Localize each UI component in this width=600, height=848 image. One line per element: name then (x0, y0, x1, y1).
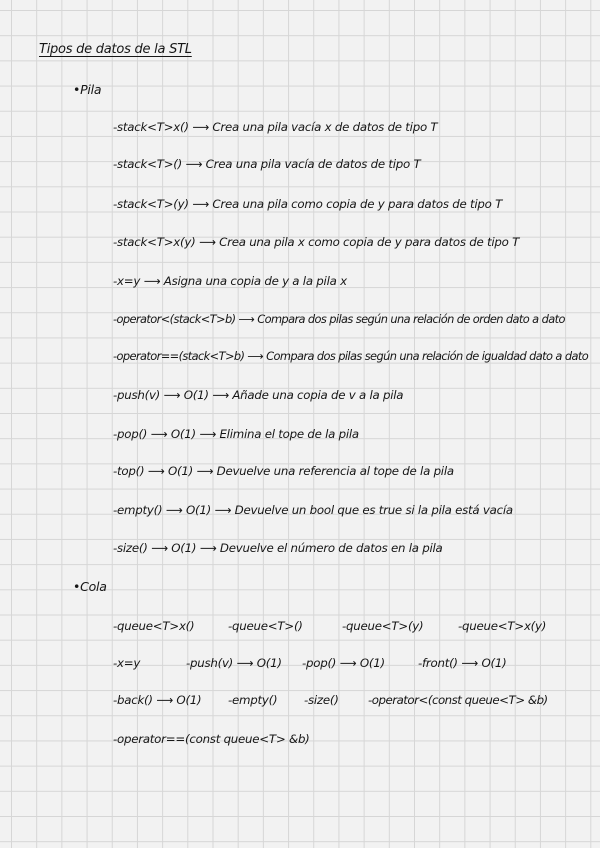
cola-item: -x=y (113, 656, 141, 670)
pila-item: -operator<(stack<T>b) ⟶ Compara dos pilas según una relación de orden dato a dato (113, 312, 565, 326)
cola-item: -empty() (228, 693, 278, 707)
pila-item: -pop() ⟶ O(1) ⟶ Elimina el tope de la pila (113, 427, 359, 441)
cola-item: -queue<T>(y) (342, 619, 424, 633)
pila-item: -empty() ⟶ O(1) ⟶ Devuelve un bool que es true si la pila está vacía (113, 503, 513, 517)
pila-item: -stack<T>x() ⟶ Crea una pila vacía x de datos de tipo T (113, 120, 438, 134)
cola-item: -pop() ⟶ O(1) (302, 656, 385, 670)
cola-item: -queue<T>() (228, 619, 303, 633)
cola-item: -operator<(const queue<T> &b) (368, 693, 548, 707)
cola-item: -back() ⟶ O(1) (113, 693, 202, 707)
section-heading-cola: •Cola (73, 579, 107, 594)
cola-item: -operator==(const queue<T> &b) (113, 732, 310, 746)
pila-item: -size() ⟶ O(1) ⟶ Devuelve el número de datos en la pila (113, 541, 443, 555)
section-heading-pila: •Pila (73, 82, 102, 97)
pila-item: -push(v) ⟶ O(1) ⟶ Añade una copia de v a la pila (113, 388, 404, 402)
pila-item: -operator==(stack<T>b) ⟶ Compara dos pilas según una relación de igualdad dato a dato (113, 349, 589, 363)
cola-item: -size() (304, 693, 339, 707)
cola-item: -push(v) ⟶ O(1) (186, 656, 282, 670)
page-title: Tipos de datos de la STL (39, 42, 192, 57)
pila-item: -stack<T>x(y) ⟶ Crea una pila x como copia de y para datos de tipo T (113, 235, 520, 249)
pila-item: -top() ⟶ O(1) ⟶ Devuelve una referencia al tope de la pila (113, 464, 454, 478)
pila-item: -x=y ⟶ Asigna una copia de y a la pila x (113, 274, 347, 288)
cola-item: -queue<T>x(y) (458, 619, 547, 633)
pila-item: -stack<T>(y) ⟶ Crea una pila como copia de y para datos de tipo T (113, 197, 503, 211)
pila-item: -stack<T>() ⟶ Crea una pila vacía de datos de tipo T (113, 157, 421, 171)
cola-item: -front() ⟶ O(1) (418, 656, 507, 670)
cola-item: -queue<T>x() (113, 619, 195, 633)
